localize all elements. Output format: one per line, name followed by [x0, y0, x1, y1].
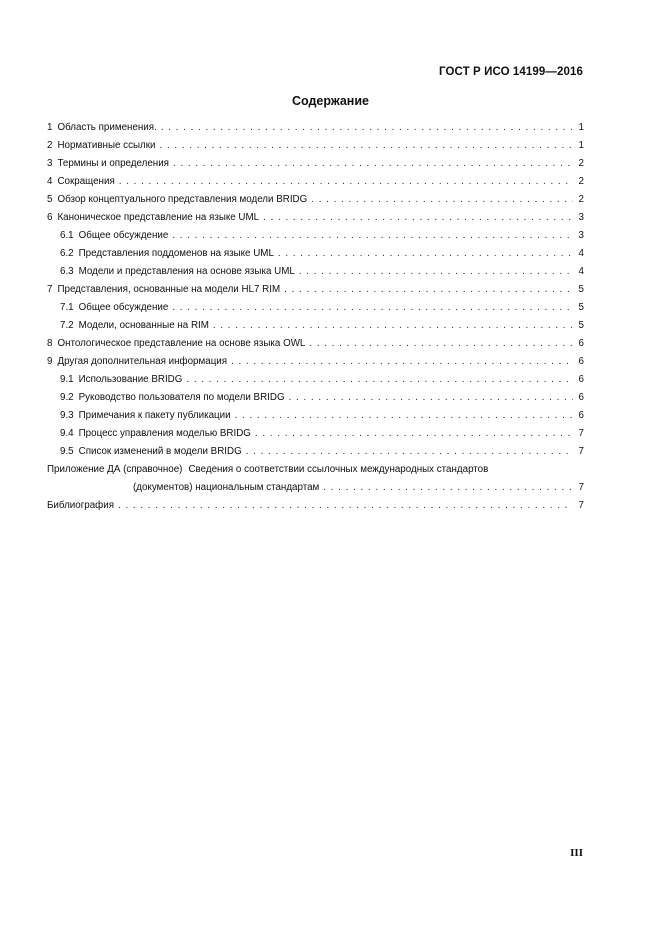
toc-page-number: 3	[578, 230, 584, 241]
page-number: III	[570, 847, 583, 859]
toc-page-number: 7	[578, 500, 584, 511]
toc-leader-dots	[255, 425, 573, 443]
toc-appendix-line1: Сведения о соответствии ссылочных международных стандартов	[188, 464, 489, 475]
toc-entry-label: Каноническое представление на языке UML	[57, 212, 260, 223]
toc-entry[interactable]	[47, 443, 584, 461]
toc-entry-number: 5	[47, 194, 53, 205]
toc-leader-dots	[161, 119, 573, 137]
toc-entry-label: Список изменений в модели BRIDG	[78, 446, 242, 457]
toc-leader-dots	[299, 263, 573, 281]
toc-entry-label: Представления, основанные на модели HL7 RIM	[57, 284, 281, 295]
toc-page-number: 6	[578, 338, 584, 349]
page-title: Содержание	[291, 94, 369, 108]
toc-entry[interactable]	[47, 191, 584, 209]
toc-page-number: 2	[578, 158, 584, 169]
document-id-header: ГОСТ Р ИСО 14199—2016	[438, 66, 583, 78]
toc-entry-label: Нормативные ссылки	[57, 140, 156, 151]
toc-page-number: 3	[578, 212, 584, 223]
toc-entry-number: 7.2	[60, 320, 74, 331]
toc-leader-dots	[186, 371, 573, 389]
toc-page-number: 4	[578, 248, 584, 259]
toc-entry[interactable]	[47, 155, 584, 173]
toc-entry-number: 9.3	[60, 410, 74, 421]
toc-entry[interactable]	[47, 263, 584, 281]
toc-entry-number: 3	[47, 158, 53, 169]
toc-entry-label: Представления поддоменов на языке UML	[78, 248, 274, 259]
toc-page-number: 6	[578, 410, 584, 421]
toc-page-number: 4	[578, 266, 584, 277]
toc-entry-label: Область применения.	[57, 122, 157, 133]
toc-entry[interactable]	[47, 407, 584, 425]
toc-entry-label: Обзор концептуального представления модели BRIDG	[57, 194, 308, 205]
toc-entry[interactable]	[47, 137, 584, 155]
toc-page-number: 6	[578, 392, 584, 403]
toc-entry-label: Модели, основанные на RIM	[78, 320, 209, 331]
toc-entry[interactable]	[47, 353, 584, 371]
toc-entry[interactable]	[47, 281, 584, 299]
toc-leader-dots	[173, 155, 573, 173]
toc-entry-label: Онтологическое представление на основе языка OWL	[57, 338, 306, 349]
toc-entry[interactable]	[47, 209, 584, 227]
toc-entry-number: 6.3	[60, 266, 74, 277]
toc-bibliography-entry[interactable]	[47, 497, 584, 515]
toc-entry-number: 4	[47, 176, 53, 187]
toc-entry[interactable]	[47, 425, 584, 443]
toc-entry-number: 9	[47, 356, 53, 367]
toc-entry-number: 7.1	[60, 302, 74, 313]
toc-entry-label: Общее обсуждение	[78, 230, 169, 241]
toc-entry[interactable]	[47, 299, 584, 317]
toc-entry-number: 2	[47, 140, 53, 151]
toc-leader-dots	[311, 191, 573, 209]
toc-leader-dots	[160, 137, 574, 155]
toc-leader-dots	[231, 353, 573, 371]
toc-entry-number: 6	[47, 212, 53, 223]
toc-leader-dots	[235, 407, 573, 425]
toc-entry-label: Общее обсуждение	[78, 302, 169, 313]
toc-page-number: 5	[578, 320, 584, 331]
toc-leader-dots	[246, 443, 573, 461]
toc-page-number: 7	[578, 446, 584, 457]
toc-leader-dots	[289, 389, 573, 407]
toc-page-number: 2	[578, 176, 584, 187]
toc-entry-label: Руководство пользователя по модели BRIDG	[78, 392, 285, 403]
toc-entry[interactable]	[47, 389, 584, 407]
toc-entry[interactable]	[47, 119, 584, 137]
toc-leader-dots	[172, 299, 573, 317]
toc-entry[interactable]	[47, 371, 584, 389]
toc-entry[interactable]	[47, 227, 584, 245]
table-of-contents	[47, 119, 584, 515]
toc-appendix-line2: (документов) национальным стандартам	[133, 482, 320, 493]
toc-page-number: 5	[578, 302, 584, 313]
toc-page-number: 7	[578, 482, 584, 493]
toc-leader-dots	[284, 281, 573, 299]
toc-entry-number: 9.5	[60, 446, 74, 457]
toc-entry[interactable]	[47, 335, 584, 353]
toc-leader-dots	[309, 335, 573, 353]
toc-entry-number: 7	[47, 284, 53, 295]
toc-page-number: 6	[578, 374, 584, 385]
toc-entry[interactable]	[47, 245, 584, 263]
toc-bibliography-label: Библиография	[47, 500, 115, 511]
toc-entry-label: Использование BRIDG	[78, 374, 183, 385]
toc-entry[interactable]	[47, 173, 584, 191]
toc-leader-dots	[213, 317, 573, 335]
toc-entry-number: 6.2	[60, 248, 74, 259]
toc-entry-label: Сокращения	[57, 176, 115, 187]
toc-leader-dots	[278, 245, 573, 263]
toc-leader-dots	[118, 497, 573, 515]
toc-page-number: 5	[578, 284, 584, 295]
toc-entry-label: Термины и определения	[57, 158, 169, 169]
toc-entry[interactable]	[47, 317, 584, 335]
toc-appendix-entry[interactable]	[47, 461, 584, 497]
toc-entry-label: Модели и представления на основе языка UML	[78, 266, 295, 277]
toc-page-number: 7	[578, 428, 584, 439]
toc-entry-number: 9.4	[60, 428, 74, 439]
toc-page-number: 2	[578, 194, 584, 205]
toc-leader-dots	[323, 479, 573, 497]
toc-entry-number: 8	[47, 338, 53, 349]
toc-entry-number: 9.2	[60, 392, 74, 403]
toc-page-number: 1	[578, 140, 584, 151]
toc-entry-number: 6.1	[60, 230, 74, 241]
toc-leader-dots	[172, 227, 573, 245]
toc-appendix-prefix: Приложение ДА (справочное)	[47, 464, 183, 475]
toc-leader-dots	[263, 209, 573, 227]
toc-entry-number: 1	[47, 122, 53, 133]
toc-entry-label: Примечания к пакету публикации	[78, 410, 231, 421]
toc-page-number: 6	[578, 356, 584, 367]
toc-leader-dots	[119, 173, 573, 191]
toc-entry-label: Другая дополнительная информация	[57, 356, 228, 367]
toc-entry-number: 9.1	[60, 374, 74, 385]
toc-page-number: 1	[578, 122, 584, 133]
toc-entry-label: Процесс управления моделью BRIDG	[78, 428, 251, 439]
